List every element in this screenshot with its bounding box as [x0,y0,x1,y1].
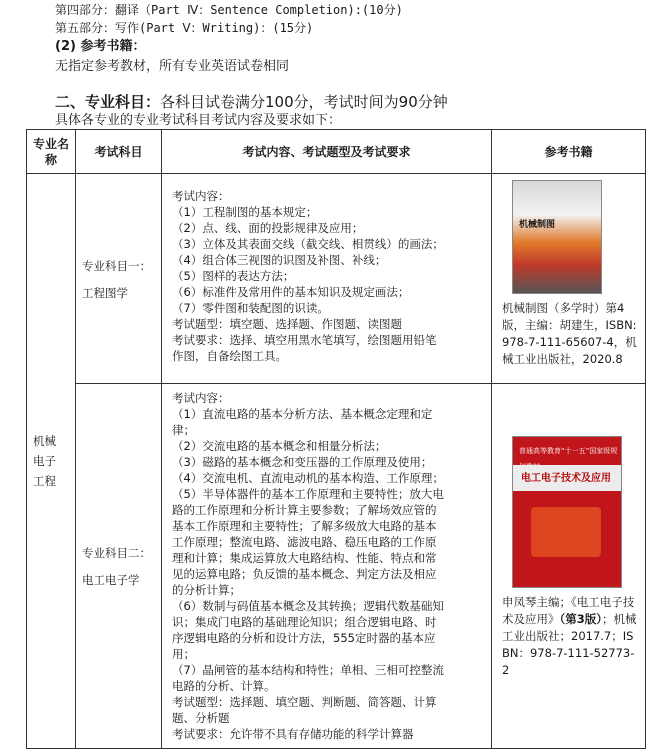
content-line: （7）晶闸管的基本结构和特性；单相、三相可控整流 [172,663,444,677]
content-line: 见的运算电路；负反馈的基本概念、判定方法及相应 [172,567,437,581]
content-line: 用； [172,647,195,661]
book-cover-image [512,180,602,294]
content-line: 识；集成门电路的基础理论知识；组合逻辑电路、时 [172,615,437,629]
book-cover-image [512,436,622,588]
content-line: （3）磁路的基本概念和变压器的工作原理及使用； [172,455,433,469]
content-line: 基本工作原理和主要特性；了解多级放大电路的基本 [172,519,437,533]
content-line: 的分析计算； [172,583,241,597]
exam-table [26,129,646,749]
content-line: （7）零件图和装配图的识读。 [172,301,329,315]
subject-cell [76,384,162,749]
content-line: 理和计算；集成运算放大电路结构、性能、特点和常 [172,551,437,565]
content-line: 考试要求：允许带不具有存储功能的科学计算器 [172,727,414,741]
content-line: 工作原理；整流电路、滤波电路、稳压电路的工作原 [172,535,437,549]
major-name-text: 机械电子工程 [33,434,56,488]
content-line: 序逻辑电路的分析和设计方法，555定时器的基本应 [172,631,436,645]
content-line: 考试题型：填空题、选择题、作图题、读图题 [172,317,402,331]
content-line: 题、分析题 [172,711,230,725]
content-line: （6）数制与码值基本概念及其转换；逻辑代数基础知 [172,599,444,613]
content-line: 电路的分析、计算。 [172,679,276,693]
content-line: （1）直流电路的基本分析方法、基本概念定理和定 [172,407,433,421]
section-title [55,92,448,112]
book-cover-series: 普通高等教育“十一五”国家级规 [519,447,618,455]
reference-heading: (2) 参考书籍： [55,39,146,54]
table-row [27,174,646,384]
content-line: 考试题型：选择题、填空题、判断题、简答题、计算 [172,695,437,709]
content-line: （5）图样的表达方法； [172,269,295,283]
book-cover-title: 机械制图 [519,220,556,230]
content-line: 律； [172,423,195,437]
content-line: （4）组合体三视图的识图及补图、补线； [172,253,387,267]
content-line: （1）工程制图的基本规定； [172,205,318,219]
content-cell [162,384,492,749]
subject-cell [76,174,162,384]
content-line: 作图，自备绘图工具。 [172,349,287,363]
header-major: 专业名称 [27,130,76,174]
subject-title: 工程图学 [82,285,128,300]
book-cover-title: 电工电子技术及应用 [521,473,611,484]
reference-text: 无指定参考教材，所有专业英语试卷相同 [55,59,290,74]
section-title-bold: 二、专业科目： [55,93,161,111]
subject-number: 专业科目一： [82,258,151,273]
book-cell [492,384,646,749]
content-line: （2）交流电路的基本概念和相量分析法； [172,439,387,453]
header-books: 参考书籍 [492,130,646,174]
content-line: （5）半导体器件的基本工作原理和主要特性；放大电 [172,487,444,501]
content-cell [162,174,492,384]
book-citation [502,594,637,679]
subject-number: 专业科目二： [82,546,151,560]
content-line: （2）点、线、面的投影规律及应用； [172,221,364,235]
section-title-rest: 各科目试卷满分100分，考试时间为90分钟 [160,93,448,111]
major-name [27,174,76,749]
book-cell [492,174,646,384]
table-header-row [27,130,646,174]
part5-line: 第五部分：写作(Part Ⅴ：Writing)：(15分) [55,21,314,35]
part4-line: 第四部分：翻译（Part Ⅳ：Sentence Completion):(10分) [55,3,403,17]
subject-title: 电工电子学 [82,573,140,587]
content-line: （6）标准件及常用件的基本知识及规定画法； [172,285,410,299]
content-line: 考试要求：选择、填空用黑水笔填写，绘图题用铅笔 [172,333,437,347]
content-line: 考试内容： [172,391,230,405]
header-subject: 考试科目 [76,130,162,174]
book-cover-art [531,507,601,557]
table-row [27,384,646,749]
content-line: （4）交流电机、直流电动机的基本构造、工作原理； [172,471,444,485]
book-citation-edition: （第3版） [559,612,603,626]
book-citation-a: 申凤琴主编；《电工电子技术及应用》 [502,595,635,626]
header-content: 考试内容、考试题型及考试要求 [162,130,492,174]
section-subtitle: 具体各专业的专业考试科目考试内容及要求如下： [55,113,342,128]
content-line: 路的工作原理和分析计算主要参数；了解场效应管的 [172,503,437,517]
content-line: 考试内容： [172,189,230,203]
content-line: （3）立体及其表面交线（截交线、相贯线）的画法； [172,237,444,251]
book-citation: 机械制图（多学时）第4版，主编：胡建生，ISBN: 978-7-111-65607-4，机械工业出版社，2020.8 [502,301,637,366]
book-citation-c: ；机械工业出版社；2017.7；ISBN：978-7-111-52773-2 [502,612,637,677]
